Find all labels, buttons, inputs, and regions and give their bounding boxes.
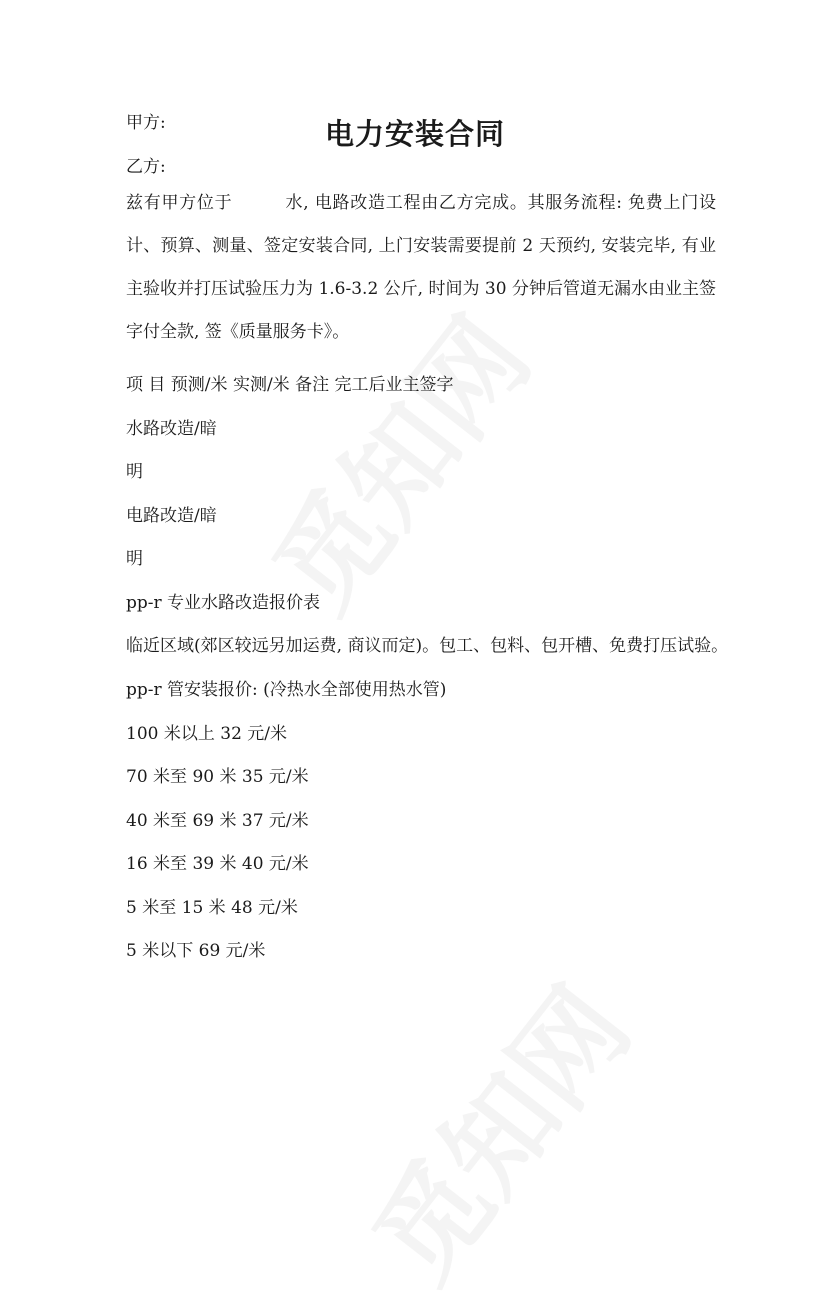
table-header: 项 目 预测/米 实测/米 备注 完工后业主签字 — [126, 375, 454, 395]
party-b-label: 乙方: — [126, 157, 166, 177]
document-title: 电力安装合同 — [324, 117, 505, 151]
price-item: 16 米至 39 米 40 元/米 — [126, 854, 309, 874]
watermark — [331, 950, 659, 1307]
price-item: 70 米至 90 米 35 元/米 — [126, 767, 309, 787]
price-item: 5 米以下 69 元/米 — [126, 941, 266, 961]
table-row: 水路改造/暗 — [126, 419, 217, 439]
price-item: 5 米至 15 米 48 元/米 — [126, 898, 298, 918]
service-area-text: 临近区域(郊区较远另加运费, 商议而定)。包工、包料、包开槽、免费打压试验。 — [126, 636, 729, 656]
table-row: 明 — [126, 462, 143, 482]
party-a-label: 甲方: — [126, 113, 166, 133]
price-table-title: pp-r 专业水路改造报价表 — [126, 593, 321, 613]
table-row: 电路改造/暗 — [126, 506, 217, 526]
pipe-price-heading: pp-r 管安装报价: (冷热水全部使用热水管) — [126, 680, 447, 700]
price-item: 100 米以上 32 元/米 — [126, 724, 288, 744]
table-row: 明 — [126, 549, 143, 569]
price-item: 40 米至 69 米 37 元/米 — [126, 811, 309, 831]
intro-paragraph: 兹有甲方位于 水, 电路改造工程由乙方完成。其服务流程: 免费上门设计、预算、测量、签定安装合同, 上门安装需要提前 2 天预约, 安装完毕, 有业主验收并打压试验压力为 1.6-3.2 公斤, 时间为 30 分钟后管道无漏水由业主签字付全款, 签《质量服务卡》。 — [126, 193, 716, 342]
